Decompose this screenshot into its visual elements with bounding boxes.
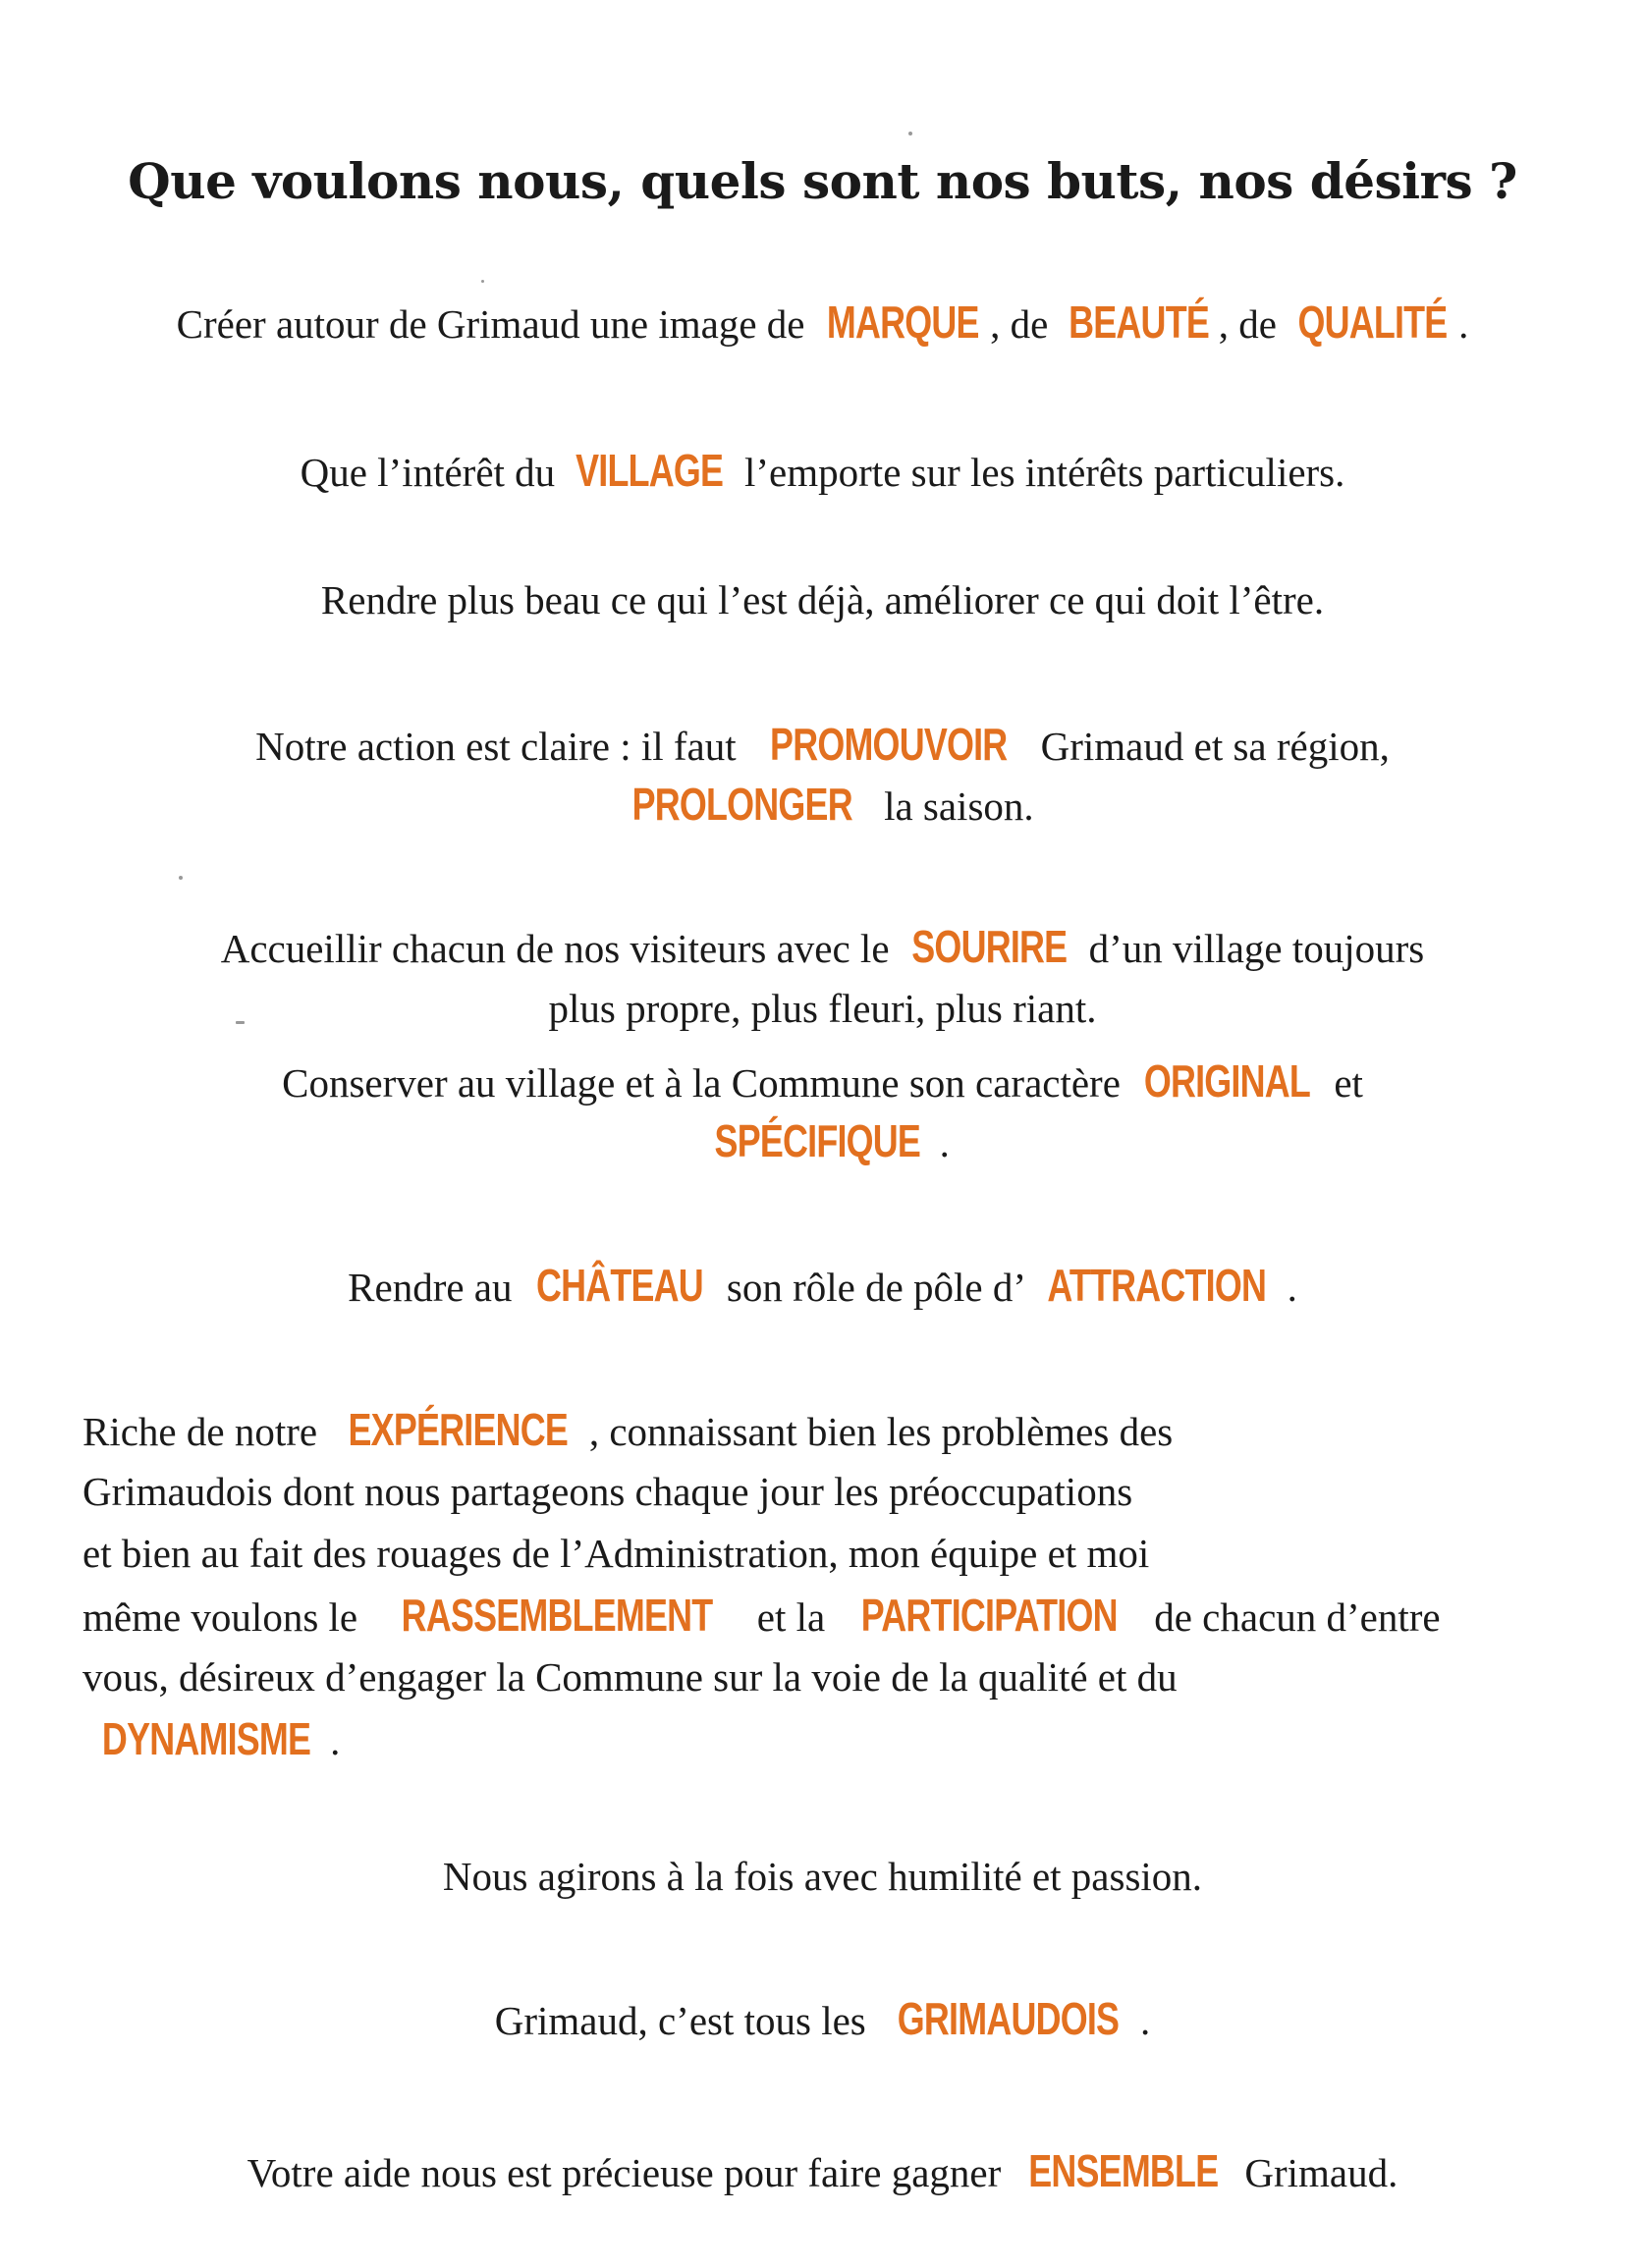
keyword-dynamisme: DYNAMISME: [101, 1713, 311, 1764]
keyword-promouvoir: PROMOUVOIR: [769, 719, 1008, 770]
text: Grimaud, c’est tous les: [494, 1998, 877, 2043]
scan-speck: [236, 1021, 245, 1024]
keyword-attraction: ATTRACTION: [1047, 1260, 1267, 1311]
paragraph-line-14: [82, 1585, 1595, 1647]
keyword-experience: EXPÉRIENCE: [348, 1404, 569, 1455]
scan-speck: [481, 280, 484, 283]
text: de chacun d’entre: [1143, 1594, 1441, 1640]
text: et la: [746, 1594, 836, 1640]
text: Que l’intérêt du: [300, 450, 566, 495]
paragraph-line-5: [0, 774, 1645, 837]
text: plus propre, plus fleuri, plus riant.: [548, 986, 1097, 1031]
text: l’emporte sur les intérêts particuliers.: [734, 450, 1345, 495]
keyword-ensemble: ENSEMBLE: [1027, 2145, 1218, 2196]
keyword-qualite: QUALITÉ: [1297, 297, 1448, 348]
text: Conserver au village et à la Commune son caractère: [282, 1060, 1131, 1106]
paragraph-line-3: [0, 569, 1645, 630]
text: Grimaud.: [1234, 2150, 1398, 2195]
page-title: Que voulons nous, quels sont nos buts, nos désirs ?: [128, 152, 1517, 210]
keyword-grimaudois: GRIMAUDOIS: [897, 1993, 1120, 2044]
text: .: [1140, 1998, 1151, 2043]
paragraph-line-11: [82, 1399, 1595, 1462]
text: même voulons le: [82, 1594, 368, 1640]
keyword-chateau: CHÂTEAU: [535, 1260, 703, 1311]
keyword-marque: MARQUE: [826, 297, 979, 348]
scan-speck: [179, 876, 183, 880]
keyword-specifique: SPÉCIFIQUE: [714, 1115, 921, 1166]
text: .: [939, 1120, 950, 1165]
paragraph-line-2: [0, 440, 1645, 503]
paragraph-line-9: [0, 1110, 1645, 1173]
keyword-village: VILLAGE: [576, 445, 724, 496]
text: , connaissant bien les problèmes des: [588, 1409, 1174, 1454]
text: , de: [990, 301, 1059, 347]
paragraph-line-16: [82, 1708, 1595, 1771]
text: Grimaudois dont nous partageons chaque jour les préoccupations: [82, 1469, 1133, 1514]
paragraph-line-1: [0, 292, 1645, 354]
text: et: [1324, 1060, 1363, 1106]
text: Nous agirons à la fois avec humilité et passion.: [442, 1854, 1203, 1899]
keyword-sourire: SOURIRE: [911, 921, 1068, 972]
text: vous, désireux d’engager la Commune sur la voie de la qualité et du: [82, 1654, 1178, 1700]
text: Accueillir chacun de nos visiteurs avec le: [220, 926, 900, 971]
text: Créer autour de Grimaud une image de: [176, 301, 815, 347]
text: .: [330, 1718, 341, 1763]
keyword-beaute: BEAUTÉ: [1068, 297, 1209, 348]
keyword-rassemblement: RASSEMBLEMENT: [402, 1590, 713, 1641]
text: la saison.: [873, 783, 1034, 829]
paragraph-line-10: [0, 1255, 1645, 1318]
text: et bien au fait des rouages de l’Administration, mon équipe et moi: [82, 1531, 1150, 1576]
paragraph-line-17: [0, 1846, 1645, 1907]
text: Grimaud et sa région,: [1030, 724, 1390, 769]
text: son rôle de pôle d’: [716, 1265, 1027, 1310]
paragraph-line-18: [0, 1988, 1645, 2051]
text: Riche de notre: [82, 1409, 328, 1454]
text: Votre aide nous est précieuse pour faire gagner: [247, 2150, 1012, 2195]
text: .: [1287, 1265, 1297, 1310]
text: Notre action est claire : il faut: [255, 724, 746, 769]
text: Rendre au: [348, 1265, 522, 1310]
paragraph-line-19: [0, 2140, 1645, 2203]
text: .: [1458, 301, 1469, 347]
keyword-participation: PARTICIPATION: [861, 1590, 1119, 1641]
paragraph-line-4: [0, 714, 1645, 777]
paragraph-line-7: [0, 978, 1645, 1039]
text: , de: [1218, 301, 1288, 347]
keyword-original: ORIGINAL: [1144, 1055, 1311, 1107]
keyword-prolonger: PROLONGER: [631, 779, 853, 830]
paragraph-line-15: [82, 1647, 1595, 1707]
text: d’un village toujours: [1078, 926, 1425, 971]
paragraph-line-6: [0, 916, 1645, 979]
scan-speck: [908, 132, 912, 135]
text: Rendre plus beau ce qui l’est déjà, améliorer ce qui doit l’être.: [320, 577, 1325, 622]
paragraph-line-13: [82, 1523, 1595, 1584]
paragraph-line-8: [0, 1051, 1645, 1113]
paragraph-line-12: [82, 1461, 1595, 1522]
